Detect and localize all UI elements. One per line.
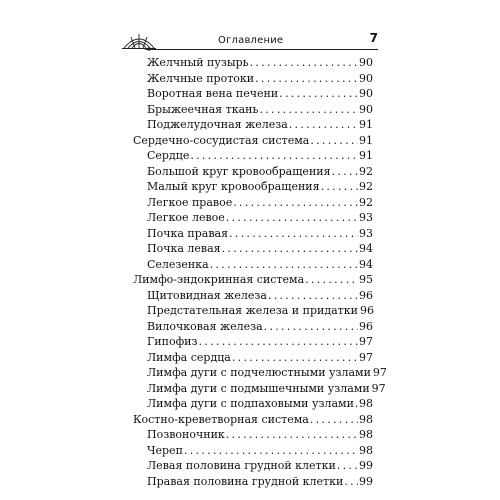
dot-leader bbox=[210, 258, 358, 271]
dot-leader bbox=[279, 87, 358, 100]
dot-leader bbox=[310, 134, 358, 147]
dot-leader bbox=[321, 180, 358, 193]
toc-entry-page: 98 bbox=[359, 397, 373, 410]
toc-entry bbox=[133, 87, 373, 103]
dot-leader bbox=[226, 211, 358, 224]
header-rule bbox=[146, 49, 378, 50]
toc-entry bbox=[133, 227, 373, 243]
toc-entry-title: Легкое левое bbox=[147, 211, 225, 224]
toc-entry-title: Щитовидная железа bbox=[147, 288, 267, 302]
toc-entry-title: Гипофиз bbox=[147, 335, 198, 348]
toc-entry-title: Почка левая bbox=[147, 242, 221, 255]
toc-entry-title: Легкое правое bbox=[147, 195, 233, 209]
toc-entry-page: 90 bbox=[359, 102, 373, 116]
toc-entry-page: 99 bbox=[359, 459, 373, 472]
toc-entry bbox=[133, 459, 373, 475]
dot-leader bbox=[289, 118, 358, 131]
toc-entry-title: Лимфа дуги с подчелюстными узлами bbox=[147, 366, 371, 379]
toc-entry-page: 94 bbox=[359, 257, 373, 271]
toc-entry-title: Костно-креветворная система bbox=[133, 412, 309, 426]
toc-entry-title: Череп bbox=[147, 443, 183, 457]
page-number: 7 bbox=[369, 31, 378, 45]
running-header bbox=[122, 30, 378, 52]
toc-entry-page: 93 bbox=[359, 226, 373, 240]
dot-leader bbox=[199, 335, 358, 348]
dot-leader bbox=[337, 459, 358, 472]
toc-entry bbox=[133, 56, 373, 72]
toc-entry-page: 92 bbox=[359, 180, 373, 193]
toc-entry-title: Предстательная железа и придатки bbox=[147, 304, 358, 317]
dot-leader bbox=[190, 149, 358, 162]
toc-entry bbox=[133, 381, 386, 398]
toc-entry bbox=[133, 289, 373, 305]
toc-entry-title: Воротная вена печени bbox=[147, 87, 279, 100]
toc-entry-title: Левая половина грудной клетки bbox=[147, 459, 336, 472]
toc-entry-page: 90 bbox=[359, 71, 373, 85]
toc-entry bbox=[133, 320, 373, 336]
toc-entry-page: 96 bbox=[359, 319, 373, 333]
toc-entry-page: 96 bbox=[359, 288, 373, 302]
dot-leader bbox=[305, 273, 358, 286]
dot-leader bbox=[229, 227, 358, 240]
toc-entry-title: Вилочковая железа bbox=[147, 319, 263, 333]
toc-entry-page: 99 bbox=[359, 474, 373, 488]
toc-entry-page: 96 bbox=[359, 304, 374, 317]
toc-entry-title: Сердце bbox=[147, 149, 190, 162]
toc-entry-title: Почка правая bbox=[147, 226, 229, 240]
toc-entry bbox=[133, 180, 373, 196]
toc-entry bbox=[133, 196, 373, 212]
toc-entry bbox=[133, 444, 373, 460]
toc-entry-title: Лимфо-эндокринная система bbox=[133, 273, 305, 286]
dot-leader bbox=[184, 444, 358, 457]
toc-entry-page: 97 bbox=[359, 335, 373, 348]
toc-entry-title: Селезенка bbox=[147, 257, 209, 271]
toc-entry-page: 97 bbox=[372, 366, 387, 379]
toc-entry-title: Правая половина грудной клетки bbox=[147, 474, 344, 488]
toc-entry-title: Лимфа дуги с подпаховыми узлами bbox=[147, 397, 354, 410]
toc-entry-page: 98 bbox=[359, 412, 373, 426]
toc-entry-page: 90 bbox=[359, 56, 373, 69]
toc-entry-title: Поджелудочная железа bbox=[147, 118, 288, 131]
ornament-icon bbox=[122, 30, 156, 50]
toc-entry-page: 94 bbox=[359, 242, 373, 255]
toc-entry bbox=[133, 428, 373, 444]
toc-entry-page: 91 bbox=[359, 149, 373, 162]
toc-entry-page: 93 bbox=[359, 211, 373, 224]
dot-leader bbox=[259, 103, 358, 116]
toc-entry bbox=[133, 103, 373, 119]
dot-leader bbox=[232, 351, 358, 364]
toc-entry bbox=[133, 475, 373, 491]
toc-entry bbox=[133, 118, 373, 134]
toc-entry bbox=[133, 366, 387, 382]
toc-entry-page: 90 bbox=[359, 87, 373, 100]
toc-entry bbox=[133, 397, 373, 413]
toc-entry-title: Желчные протоки bbox=[147, 71, 255, 85]
dot-leader bbox=[233, 196, 358, 209]
toc-entry-title: Большой круг кровообращения bbox=[147, 164, 331, 178]
dot-leader bbox=[268, 289, 358, 302]
toc-entry bbox=[133, 413, 373, 429]
header-title: Оглавление bbox=[218, 35, 284, 46]
toc-entry-title: Брыжеечная ткань bbox=[147, 102, 259, 116]
toc-entry-page: 92 bbox=[359, 195, 373, 209]
toc-entry-title: Лимфа дуги с подмышечными узлами bbox=[147, 381, 370, 395]
toc-entry bbox=[133, 304, 373, 320]
toc-entry-page: 95 bbox=[359, 273, 373, 286]
dot-leader bbox=[222, 242, 358, 255]
toc-entry-page: 91 bbox=[359, 118, 373, 131]
dot-leader bbox=[250, 56, 358, 69]
toc-entry bbox=[133, 149, 373, 165]
toc-entry-page: 91 bbox=[359, 133, 373, 147]
dot-leader bbox=[355, 397, 358, 410]
dot-leader bbox=[332, 165, 358, 178]
toc-entry bbox=[133, 258, 373, 274]
toc-entry bbox=[133, 242, 373, 258]
toc-entry bbox=[133, 335, 373, 351]
toc-entry bbox=[133, 351, 373, 367]
dot-leader bbox=[344, 475, 358, 488]
toc-entry bbox=[133, 72, 373, 88]
toc-entry bbox=[133, 165, 373, 181]
toc-entry bbox=[133, 211, 373, 227]
dot-leader bbox=[310, 413, 358, 426]
dot-leader bbox=[255, 72, 358, 85]
table-of-contents bbox=[133, 56, 387, 490]
toc-entry-page: 92 bbox=[359, 164, 373, 178]
toc-entry-page: 98 bbox=[359, 428, 373, 441]
toc-entry-title: Лимфа сердца bbox=[147, 350, 231, 364]
dot-leader bbox=[226, 428, 358, 441]
toc-entry-page: 97 bbox=[359, 350, 373, 364]
toc-entry-title: Сердечно-сосудистая система bbox=[133, 133, 310, 147]
toc-entry-title: Позвоночник bbox=[147, 428, 225, 441]
toc-entry-title: Желчный пузырь bbox=[147, 56, 249, 69]
toc-entry bbox=[133, 134, 373, 150]
toc-entry bbox=[133, 273, 373, 289]
toc-entry-title: Малый круг кровообращения bbox=[147, 180, 320, 193]
toc-entry-page: 97 bbox=[371, 381, 386, 395]
dot-leader bbox=[264, 320, 358, 333]
toc-entry-page: 98 bbox=[359, 443, 373, 457]
